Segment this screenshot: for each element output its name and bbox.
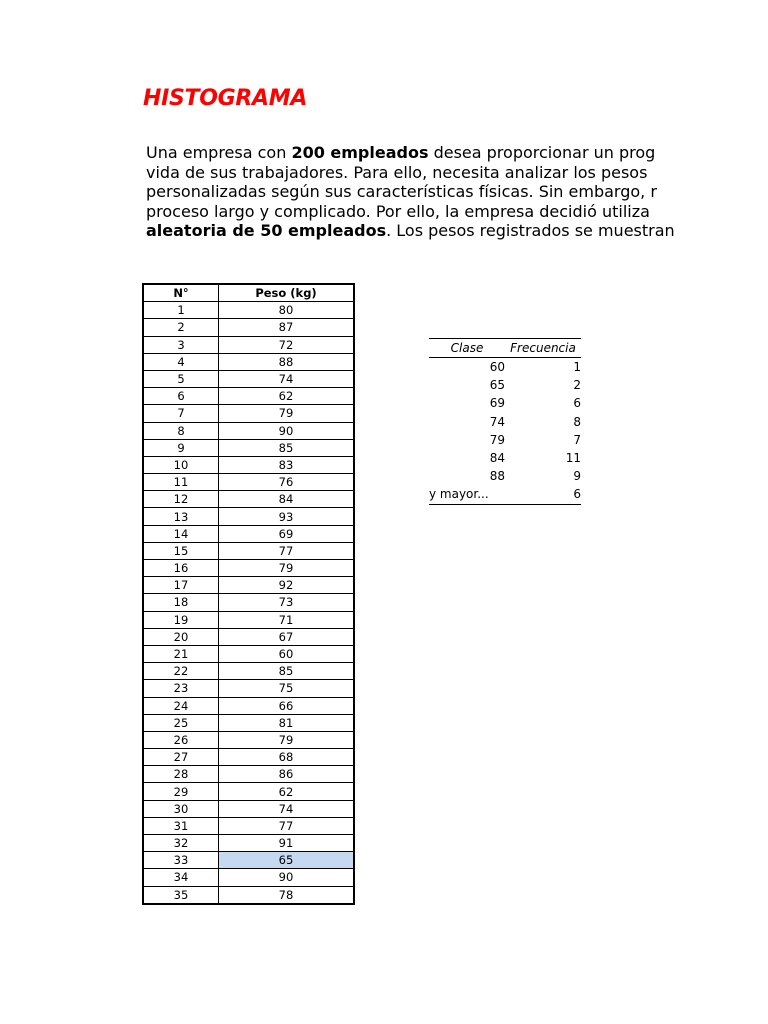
list-item [429, 449, 581, 467]
header-frequency[interactable]: Frecuencia [505, 339, 581, 358]
table-row [143, 783, 354, 800]
cell-number[interactable]: 24 [143, 697, 219, 714]
cell-number[interactable]: 26 [143, 731, 219, 748]
header-weight[interactable]: Peso (kg) [219, 284, 355, 302]
cell-number[interactable]: 18 [143, 594, 219, 611]
intro-bold-sample: aleatoria de 50 empleados [146, 221, 387, 240]
cell-number[interactable]: 32 [143, 835, 219, 852]
cell-number[interactable]: 11 [143, 474, 219, 491]
cell-class[interactable]: 69 [489, 396, 505, 411]
cell-number[interactable]: 23 [143, 680, 219, 697]
cell-weight[interactable]: 79 [219, 560, 355, 577]
cell-number[interactable]: 14 [143, 525, 219, 542]
weights-table [142, 283, 355, 905]
cell-number[interactable]: 1 [143, 302, 219, 319]
cell-class[interactable]: 60 [489, 360, 505, 375]
cell-number[interactable]: 10 [143, 456, 219, 473]
cell-number[interactable]: 13 [143, 508, 219, 525]
table-row [143, 628, 354, 645]
cell-weight[interactable]: 77 [219, 542, 355, 559]
table-row [143, 439, 354, 456]
cell-weight[interactable]: 87 [219, 319, 355, 336]
table-row [143, 525, 354, 542]
cell-number[interactable]: 25 [143, 714, 219, 731]
table-row [143, 714, 354, 731]
cell-weight[interactable]: 81 [219, 714, 355, 731]
frequency-table-body [429, 358, 581, 505]
cell-class[interactable]: 88 [489, 469, 505, 484]
cell-number[interactable]: 6 [143, 388, 219, 405]
table-row [143, 405, 354, 422]
cell-weight[interactable]: 73 [219, 594, 355, 611]
intro-line-5 [146, 221, 768, 241]
cell-number[interactable]: 31 [143, 817, 219, 834]
cell-weight[interactable]: 74 [219, 370, 355, 387]
table-row [143, 800, 354, 817]
cell-weight[interactable]: 68 [219, 749, 355, 766]
cell-number[interactable]: 20 [143, 628, 219, 645]
intro-line-1 [146, 143, 768, 163]
cell-number[interactable]: 15 [143, 542, 219, 559]
cell-class[interactable]: 84 [489, 451, 505, 466]
cell-weight[interactable]: 66 [219, 697, 355, 714]
cell-weight[interactable]: 62 [219, 783, 355, 800]
cell-number[interactable]: 33 [143, 852, 219, 869]
cell-number[interactable]: 27 [143, 749, 219, 766]
table-row [143, 611, 354, 628]
cell-weight[interactable]: 78 [219, 886, 355, 904]
table-row [143, 491, 354, 508]
table-row [143, 697, 354, 714]
cell-weight[interactable]: 83 [219, 456, 355, 473]
table-row [143, 370, 354, 387]
cell-number[interactable]: 28 [143, 766, 219, 783]
cell-number[interactable]: 12 [143, 491, 219, 508]
cell-weight[interactable]: 85 [219, 439, 355, 456]
intro-line-4: proceso largo y complicado. Por ello, la empresa decidió utiliza [146, 201, 650, 221]
table-row [143, 388, 354, 405]
cell-weight[interactable]: 67 [219, 628, 355, 645]
table-row [143, 422, 354, 439]
table-row [143, 508, 354, 525]
cell-class[interactable]: 79 [489, 432, 505, 447]
page-title: HISTOGRAMA [143, 86, 308, 111]
list-item [429, 485, 581, 504]
cell-number[interactable]: 4 [143, 353, 219, 370]
cell-frequency[interactable]: 6 [573, 487, 581, 502]
cell-number[interactable]: 8 [143, 422, 219, 439]
cell-number[interactable]: 29 [143, 783, 219, 800]
table-row [143, 577, 354, 594]
cell-weight[interactable]: 92 [219, 577, 355, 594]
cell-frequency[interactable]: 9 [573, 469, 581, 484]
table-row [143, 680, 354, 697]
cell-number[interactable]: 19 [143, 611, 219, 628]
cell-weight[interactable]: 74 [219, 800, 355, 817]
cell-weight[interactable]: 90 [219, 422, 355, 439]
cell-number[interactable]: 17 [143, 577, 219, 594]
table-row [143, 542, 354, 559]
cell-weight[interactable]: 77 [219, 817, 355, 834]
table-row [143, 766, 354, 783]
cell-class[interactable]: 74 [489, 414, 505, 429]
table-row [143, 336, 354, 353]
frequency-table [429, 338, 581, 505]
intro-text: Una empresa con [146, 143, 292, 162]
cell-weight[interactable]: 90 [219, 869, 355, 886]
frequency-table-header [429, 339, 581, 358]
cell-weight[interactable]: 72 [219, 336, 355, 353]
cell-weight[interactable]: 84 [219, 491, 355, 508]
table-row [143, 852, 354, 869]
list-item [429, 413, 581, 431]
cell-frequency[interactable]: 2 [573, 378, 581, 393]
cell-frequency[interactable]: 7 [573, 432, 581, 447]
cell-weight[interactable]: 60 [219, 645, 355, 662]
intro-bold-employees: 200 empleados [291, 143, 429, 162]
intro-line-3: personalizadas según sus características físicas. Sin embargo, r [146, 182, 657, 201]
cell-number[interactable]: 30 [143, 800, 219, 817]
table-row [143, 817, 354, 834]
cell-weight[interactable]: 88 [219, 353, 355, 370]
list-item [429, 394, 581, 412]
cell-number[interactable]: 35 [143, 886, 219, 904]
cell-weight[interactable]: 86 [219, 766, 355, 783]
cell-weight[interactable]: 80 [219, 302, 355, 319]
cell-number[interactable]: 21 [143, 645, 219, 662]
cell-number[interactable]: 2 [143, 319, 219, 336]
cell-weight[interactable]: 65 [219, 852, 355, 869]
cell-class[interactable]: y mayor... [429, 487, 489, 502]
cell-number[interactable]: 7 [143, 405, 219, 422]
cell-weight[interactable]: 85 [219, 663, 355, 680]
cell-weight[interactable]: 91 [219, 835, 355, 852]
cell-frequency[interactable]: 6 [573, 396, 581, 411]
cell-frequency[interactable]: 1 [573, 360, 581, 375]
table-row [143, 749, 354, 766]
table-row [143, 663, 354, 680]
list-item [429, 376, 581, 394]
cell-weight[interactable]: 76 [219, 474, 355, 491]
table-row [143, 474, 354, 491]
cell-weight[interactable]: 71 [219, 611, 355, 628]
table-row [143, 731, 354, 748]
list-item [429, 467, 581, 485]
table-row [143, 594, 354, 611]
intro-line-2: vida de sus trabajadores. Para ello, necesita analizar los pesos [146, 162, 648, 182]
header-number[interactable]: N° [143, 284, 219, 302]
cell-weight[interactable]: 79 [219, 731, 355, 748]
cell-number[interactable]: 34 [143, 869, 219, 886]
cell-weight[interactable]: 93 [219, 508, 355, 525]
weights-table-body [143, 302, 354, 904]
table-row [143, 869, 354, 886]
list-item [429, 431, 581, 449]
cell-weight[interactable]: 79 [219, 405, 355, 422]
cell-frequency[interactable]: 8 [573, 414, 581, 429]
table-row [143, 886, 354, 904]
cell-frequency[interactable]: 11 [565, 451, 581, 466]
list-item [429, 358, 581, 377]
cell-number[interactable]: 9 [143, 439, 219, 456]
table-row [143, 319, 354, 336]
cell-weight[interactable]: 75 [219, 680, 355, 697]
intro-paragraph [146, 143, 768, 241]
table-row [143, 353, 354, 370]
table-row [143, 302, 354, 319]
table-row [143, 560, 354, 577]
table-row [143, 645, 354, 662]
intro-text: desea proporcionar un prog [428, 143, 656, 162]
cell-class[interactable]: 65 [489, 378, 505, 393]
weights-table-header [143, 284, 354, 302]
table-row [143, 835, 354, 852]
cell-number[interactable]: 22 [143, 663, 219, 680]
header-class[interactable]: Clase [429, 339, 505, 358]
cell-weight[interactable]: 62 [219, 388, 355, 405]
cell-weight[interactable]: 69 [219, 525, 355, 542]
intro-text: . Los pesos registrados se muestran [386, 221, 675, 240]
table-row [143, 456, 354, 473]
cell-number[interactable]: 3 [143, 336, 219, 353]
cell-number[interactable]: 16 [143, 560, 219, 577]
cell-number[interactable]: 5 [143, 370, 219, 387]
